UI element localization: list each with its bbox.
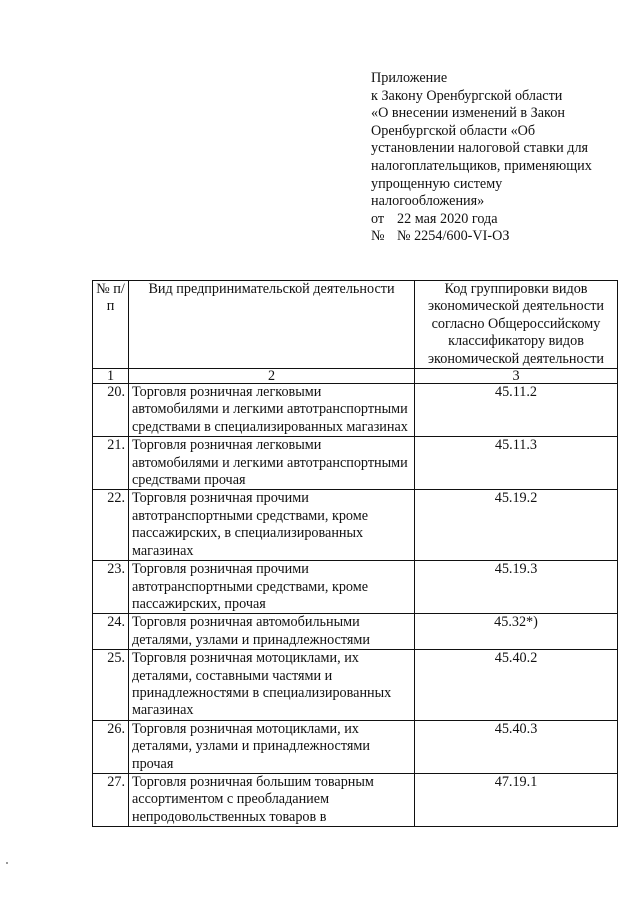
row-activity: Торговля розничная легковыми автомобилями и легкими автотранспортными средствами в специализированных магазинах bbox=[129, 384, 415, 437]
header-okved-code: Код группировки видов экономической деятельности согласно Общероссийскому классификатору видов экономической деятельности bbox=[415, 281, 618, 369]
date-label: от bbox=[371, 210, 385, 227]
row-number: 26. bbox=[93, 720, 129, 773]
header-line: Оренбургской области «Об bbox=[371, 122, 536, 139]
table-row bbox=[93, 720, 618, 773]
row-number: 20. bbox=[93, 384, 129, 437]
row-number: 23. bbox=[93, 561, 129, 614]
row-activity: Торговля розничная мотоциклами, их деталями, составными частями и принадлежностями в специализированных магазинах bbox=[129, 650, 415, 721]
row-number: 21. bbox=[93, 437, 129, 490]
header-line: Приложение bbox=[371, 70, 448, 86]
header-activity-type: Вид предпринимательской деятельности bbox=[129, 281, 415, 369]
header-line: упрощенную систему bbox=[371, 175, 503, 192]
row-number: 27. bbox=[93, 773, 129, 826]
row-activity: Торговля розничная легковыми автомобилями и легкими автотранспортными средствами прочая bbox=[129, 437, 415, 490]
column-number: 3 bbox=[415, 369, 618, 384]
header-line: установлении налоговой ставки для bbox=[371, 140, 589, 157]
row-code: 45.19.3 bbox=[415, 561, 618, 614]
table-row bbox=[93, 650, 618, 721]
row-code: 45.19.2 bbox=[415, 490, 618, 561]
row-code: 45.32*) bbox=[415, 614, 618, 650]
header-line: «О внесении изменений в Закон bbox=[371, 105, 565, 122]
row-activity: Торговля розничная прочими автотранспортными средствами, кроме пассажирских, в специализированных магазинах bbox=[129, 490, 415, 561]
table-row bbox=[93, 614, 618, 650]
table-row bbox=[93, 490, 618, 561]
row-activity: Торговля розничная большим товарным ассортиментом с преобладанием непродовольственных товаров в bbox=[129, 773, 415, 826]
row-activity: Торговля розничная прочими автотранспортными средствами, кроме пассажирских, прочая bbox=[129, 561, 415, 614]
row-number: 24. bbox=[93, 614, 129, 650]
header-line: налогоплательщиков, применяющих bbox=[371, 157, 592, 174]
activity-table bbox=[92, 280, 618, 827]
row-code: 45.40.3 bbox=[415, 720, 618, 773]
row-number: 22. bbox=[93, 490, 129, 561]
row-activity: Торговля розничная автомобильными деталями, узлами и принадлежностями bbox=[129, 614, 415, 650]
law-date: 22 мая 2020 года bbox=[397, 210, 498, 227]
header-line: к Закону Оренбургской области bbox=[371, 87, 563, 104]
column-number-row bbox=[93, 369, 618, 384]
header-line: налогообложения» bbox=[371, 193, 485, 210]
scan-speck bbox=[6, 862, 8, 864]
row-code: 45.11.2 bbox=[415, 384, 618, 437]
row-code: 45.11.3 bbox=[415, 437, 618, 490]
row-code: 47.19.1 bbox=[415, 773, 618, 826]
law-number: № 2254/600-VI-ОЗ bbox=[397, 228, 510, 245]
column-number: 2 bbox=[129, 369, 415, 384]
column-number: 1 bbox=[93, 369, 129, 384]
table-header-row bbox=[93, 281, 618, 369]
law-date-row bbox=[371, 211, 633, 229]
row-number: 25. bbox=[93, 650, 129, 721]
row-code: 45.40.2 bbox=[415, 650, 618, 721]
row-activity: Торговля розничная мотоциклами, их деталями, узлами и принадлежностями прочая bbox=[129, 720, 415, 773]
table-row bbox=[93, 773, 618, 826]
number-label: № bbox=[371, 228, 385, 245]
table-row bbox=[93, 561, 618, 614]
table-row bbox=[93, 437, 618, 490]
law-number-row bbox=[371, 228, 633, 246]
table-row bbox=[93, 384, 618, 437]
header-number: № п/п bbox=[93, 281, 129, 369]
appendix-header bbox=[371, 70, 633, 246]
